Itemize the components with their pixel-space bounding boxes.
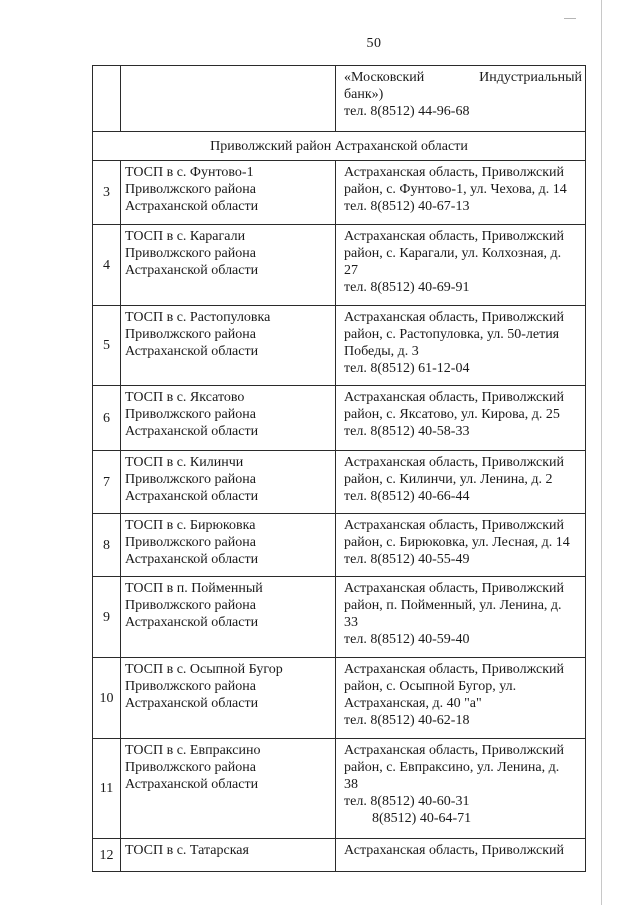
address-line: Астраханская область, Приволжский bbox=[344, 229, 564, 244]
phone-line: тел. 8(8512) 40-67-13 bbox=[344, 199, 470, 214]
address-line: банк») bbox=[344, 87, 384, 102]
name-line: ТОСП в с. Яксатово bbox=[125, 390, 245, 405]
name-line: Астраханской области bbox=[125, 424, 259, 439]
name-cell bbox=[121, 451, 336, 514]
row-number: 8 bbox=[93, 514, 121, 577]
table-row-continuation bbox=[93, 66, 586, 132]
address-cell bbox=[336, 739, 586, 839]
name-cell bbox=[121, 658, 336, 739]
address-line: Астраханская область, Приволжский bbox=[344, 165, 564, 180]
address-line: район, с. Яксатово, ул. Кирова, д. 25 bbox=[344, 407, 560, 422]
phone-line: тел. 8(8512) 40-58-33 bbox=[344, 424, 470, 439]
name-line: Приволжского района bbox=[125, 535, 256, 550]
name-line: Астраханской области bbox=[125, 489, 259, 504]
row-number: 11 bbox=[93, 739, 121, 839]
address-line: район, с. Бирюковка, ул. Лесная, д. 14 bbox=[344, 535, 570, 550]
table-row bbox=[93, 225, 586, 306]
branches-table bbox=[92, 65, 586, 872]
address-line: Астраханская область, Приволжский bbox=[344, 662, 564, 677]
address-word: Индустриальный bbox=[479, 70, 582, 85]
table-row bbox=[93, 839, 586, 872]
row-number: 5 bbox=[93, 306, 121, 386]
table-row bbox=[93, 577, 586, 658]
name-line: Астраханской области bbox=[125, 552, 259, 567]
address-line bbox=[344, 69, 582, 86]
address-line: 33 bbox=[344, 615, 358, 630]
name-line: Астраханской области bbox=[125, 696, 259, 711]
name-line: ТОСП в с. Растопуловка bbox=[125, 310, 271, 325]
name-cell bbox=[121, 514, 336, 577]
address-line: район, с. Карагали, ул. Колхозная, д. bbox=[344, 246, 562, 261]
name-line: ТОСП в с. Татарская bbox=[125, 843, 249, 858]
page-number: 50 bbox=[366, 36, 382, 51]
table-row bbox=[93, 451, 586, 514]
address-line: Астраханская область, Приволжский bbox=[344, 390, 564, 405]
address-line: Астраханская область, Приволжский bbox=[344, 455, 564, 470]
name-cell bbox=[121, 386, 336, 451]
name-line: ТОСП в п. Пойменный bbox=[125, 581, 263, 596]
table-row bbox=[93, 161, 586, 225]
address-cell bbox=[336, 514, 586, 577]
row-number: 6 bbox=[93, 386, 121, 451]
name-line: Астраханской области bbox=[125, 777, 259, 792]
phone-line: тел. 8(8512) 40-66-44 bbox=[344, 489, 470, 504]
name-cell bbox=[121, 66, 336, 132]
phone-line: тел. 8(8512) 61-12-04 bbox=[344, 361, 470, 376]
address-line: Астраханская область, Приволжский bbox=[344, 743, 564, 758]
name-line: ТОСП в с. Осыпной Бугор bbox=[125, 662, 283, 677]
scan-edge-line bbox=[601, 0, 602, 905]
phone-line: тел. 8(8512) 40-60-31 bbox=[344, 794, 470, 809]
row-number: 12 bbox=[93, 839, 121, 872]
phone-line: тел. 8(8512) 40-62-18 bbox=[344, 713, 470, 728]
table-row bbox=[93, 386, 586, 451]
address-line: Астраханская область, Приволжский bbox=[344, 581, 564, 596]
address-cell bbox=[336, 658, 586, 739]
name-cell bbox=[121, 839, 336, 872]
address-cell bbox=[336, 839, 586, 872]
address-line: Астраханская, д. 40 "а" bbox=[344, 696, 482, 711]
scan-artifact bbox=[564, 18, 576, 19]
phone-line: тел. 8(8512) 40-59-40 bbox=[344, 632, 470, 647]
row-number: 7 bbox=[93, 451, 121, 514]
address-cell bbox=[336, 225, 586, 306]
address-line: район, с. Растопуловка, ул. 50-летия bbox=[344, 327, 560, 342]
section-heading: Приволжский район Астраханской области bbox=[93, 132, 586, 161]
row-number: 9 bbox=[93, 577, 121, 658]
address-cell bbox=[336, 66, 586, 132]
phone-line: тел. 8(8512) 40-69-91 bbox=[344, 280, 470, 295]
name-cell bbox=[121, 577, 336, 658]
address-cell bbox=[336, 386, 586, 451]
address-word: «Московский bbox=[344, 70, 425, 85]
address-cell bbox=[336, 451, 586, 514]
name-line: Астраханской области bbox=[125, 344, 259, 359]
name-line: Приволжского района bbox=[125, 472, 256, 487]
address-line: район, с. Евпраксино, ул. Ленина, д. bbox=[344, 760, 560, 775]
address-cell bbox=[336, 577, 586, 658]
table-row bbox=[93, 658, 586, 739]
name-line: Приволжского района bbox=[125, 760, 256, 775]
num-cell bbox=[93, 66, 121, 132]
row-number: 10 bbox=[93, 658, 121, 739]
row-number: 3 bbox=[93, 161, 121, 225]
name-line: ТОСП в с. Бирюковка bbox=[125, 518, 256, 533]
row-number: 4 bbox=[93, 225, 121, 306]
name-line: ТОСП в с. Фунтово-1 bbox=[125, 165, 254, 180]
address-line: Астраханская область, Приволжский bbox=[344, 310, 564, 325]
name-line: Приволжского района bbox=[125, 182, 256, 197]
name-line: Приволжского района bbox=[125, 407, 256, 422]
table-row bbox=[93, 739, 586, 839]
address-line: район, с. Осыпной Бугор, ул. bbox=[344, 679, 517, 694]
name-line: Приволжского района bbox=[125, 598, 256, 613]
name-line: Приволжского района bbox=[125, 679, 256, 694]
name-cell bbox=[121, 739, 336, 839]
table-row bbox=[93, 306, 586, 386]
name-line: Приволжского района bbox=[125, 246, 256, 261]
address-line: 38 bbox=[344, 777, 358, 792]
address-line: Астраханская область, Приволжский bbox=[344, 843, 564, 858]
name-line: Астраханской области bbox=[125, 199, 259, 214]
address-cell bbox=[336, 161, 586, 225]
name-line: ТОСП в с. Евпраксино bbox=[125, 743, 261, 758]
name-line: Астраханской области bbox=[125, 263, 259, 278]
phone-line: тел. 8(8512) 44-96-68 bbox=[344, 104, 470, 119]
table-row bbox=[93, 514, 586, 577]
name-cell bbox=[121, 306, 336, 386]
section-row bbox=[93, 132, 586, 161]
name-line: Астраханской области bbox=[125, 615, 259, 630]
name-line: Приволжского района bbox=[125, 327, 256, 342]
address-cell bbox=[336, 306, 586, 386]
address-line: 27 bbox=[344, 263, 358, 278]
address-line: Победы, д. 3 bbox=[344, 344, 419, 359]
address-line: Астраханская область, Приволжский bbox=[344, 518, 564, 533]
phone-line: 8(8512) 40-64-71 bbox=[372, 811, 472, 826]
name-cell bbox=[121, 225, 336, 306]
name-cell bbox=[121, 161, 336, 225]
phone-line: тел. 8(8512) 40-55-49 bbox=[344, 552, 470, 567]
address-line: район, п. Пойменный, ул. Ленина, д. bbox=[344, 598, 562, 613]
name-line: ТОСП в с. Килинчи bbox=[125, 455, 244, 470]
name-line: ТОСП в с. Карагали bbox=[125, 229, 246, 244]
address-line: район, с. Фунтово-1, ул. Чехова, д. 14 bbox=[344, 182, 567, 197]
address-line: район, с. Килинчи, ул. Ленина, д. 2 bbox=[344, 472, 553, 487]
